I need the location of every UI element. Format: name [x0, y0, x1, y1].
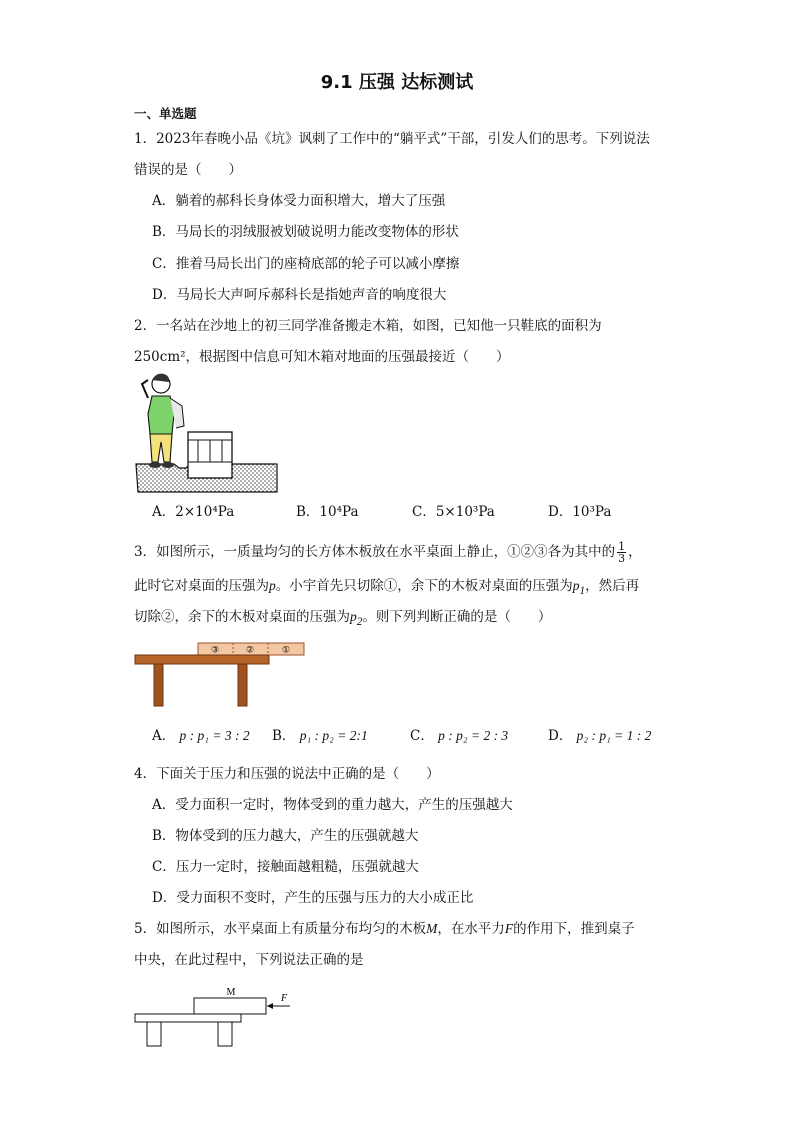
board-symbol-m: M: [426, 921, 438, 936]
q1-option-d: D．马局长大声呵斥郝科长是指她声音的响度很大: [152, 287, 447, 303]
q3-option-d-letter: D．: [548, 728, 573, 744]
q4-option-a: A．受力面积一定时，物体受到的重力越大，产生的压强越大: [152, 797, 513, 813]
subscript-2: 2: [356, 615, 363, 628]
q2-option-d: D．10³Pa: [548, 504, 612, 520]
subscript-1: 1: [579, 584, 586, 597]
pressure-symbol-p1: p: [572, 578, 580, 593]
q3-line2-text-a: 此时它对桌面的压强为: [134, 578, 269, 594]
q3-option-b-expr: p₁ : p₂ = 2:1: [299, 728, 368, 743]
q3-option-d-expr: p₂ : p₁ = 1 : 2: [576, 728, 652, 743]
q4-option-c: C．压力一定时，接触面越粗糙，压强就越大: [152, 859, 419, 875]
q3-stem-text-b: ，: [628, 544, 642, 560]
board-segment-2-label: ②: [245, 645, 255, 656]
q1-option-c: C．推着马局长出门的座椅底部的轮子可以减小摩擦: [152, 256, 460, 272]
q3-stem-line2: [134, 576, 639, 601]
q2-option-b: B．10⁴Pa: [296, 504, 359, 520]
q2-option-c: C．5×10³Pa: [412, 504, 495, 520]
q3-option-d: [548, 726, 651, 746]
q5-line1-text-c: 的作用下，推到桌子: [513, 921, 635, 937]
q5-figure-board-force: [134, 984, 304, 1048]
q5-stem-line1: [134, 919, 635, 939]
q3-line3-text-b: 。则下列判断正确的是（ ）: [362, 609, 552, 625]
q3-option-a: [152, 726, 250, 746]
board-segment-3-label: ③: [210, 645, 220, 656]
q1-option-b: B．马局长的羽绒服被划破说明力能改变物体的形状: [152, 224, 459, 240]
q2-stem-line2: 250cm²，根据图中信息可知木箱对地面的压强最接近（ ）: [134, 349, 510, 365]
q5-line1-text-a: 5．如图所示，水平桌面上有质量分布均匀的木板: [134, 921, 427, 937]
q3-option-c-expr: p : p₂ = 2 : 3: [438, 728, 509, 743]
board-segment-1-label: ①: [281, 645, 291, 656]
q3-option-b: [272, 726, 368, 746]
q1-option-a: A．躺着的郝科长身体受力面积增大，增大了压强: [152, 193, 446, 209]
q3-option-b-letter: B．: [272, 728, 296, 744]
q4-stem: 4．下面关于压力和压强的说法中正确的是（ ）: [134, 766, 440, 782]
force-symbol-f: F: [504, 921, 514, 936]
q3-line3-text-a: 切除②，余下的木板对桌面的压强为: [134, 609, 350, 625]
figure-label-m: M: [226, 987, 236, 998]
q4-option-b: B．物体受到的压力越大，产生的压强就越大: [152, 828, 419, 844]
q3-option-c-letter: C．: [410, 728, 434, 744]
figure-label-f: F: [280, 993, 288, 1004]
q2-figure-student-box: [134, 370, 279, 496]
one-third-fraction: [617, 541, 626, 564]
section-heading: 一、单选题: [134, 106, 197, 121]
q2-stem-line1: 2．一名站在沙地上的初三同学准备搬走木箱，如图，已知他一只鞋底的面积为: [134, 318, 602, 334]
q3-stem-line3: [134, 607, 551, 632]
page-title: 9.1 压强 达标测试: [320, 72, 474, 93]
q3-option-c: [410, 726, 508, 746]
q3-stem-line1: [134, 541, 642, 564]
pressure-symbol-p2: p: [350, 609, 357, 624]
q5-stem-line2: 中央，在此过程中，下列说法正确的是: [134, 952, 364, 968]
fraction-denominator: 3: [618, 552, 626, 565]
q3-stem-text-a: 3．如图所示，一质量均匀的长方体木板放在水平桌面上静止，①②③各为其中的: [134, 544, 616, 560]
q3-option-a-expr: p : p₁ = 3 : 2: [179, 728, 250, 743]
q5-line1-text-b: ，在水平力: [437, 921, 505, 937]
q3-figure-table-board: [134, 642, 308, 708]
q1-stem-line2: 错误的是（ ）: [134, 162, 242, 178]
q4-option-d: D．受力面积不变时，产生的压强与压力的大小成正比: [152, 890, 474, 906]
q2-option-a: A．2×10⁴Pa: [152, 504, 235, 520]
fraction-numerator: 1: [618, 540, 626, 553]
q3-line2-text-c: ，然后再: [585, 578, 640, 594]
q3-option-a-letter: A．: [152, 728, 176, 744]
q3-line2-text-b: 。小宇首先只切除①，余下的木板对桌面的压强为: [275, 578, 573, 594]
q1-stem-line1: 1．2023年春晚小品《坑》讽刺了工作中的“躺平式”干部，引发人们的思考。下列说法: [134, 131, 650, 147]
pressure-symbol-p: p: [269, 578, 276, 593]
